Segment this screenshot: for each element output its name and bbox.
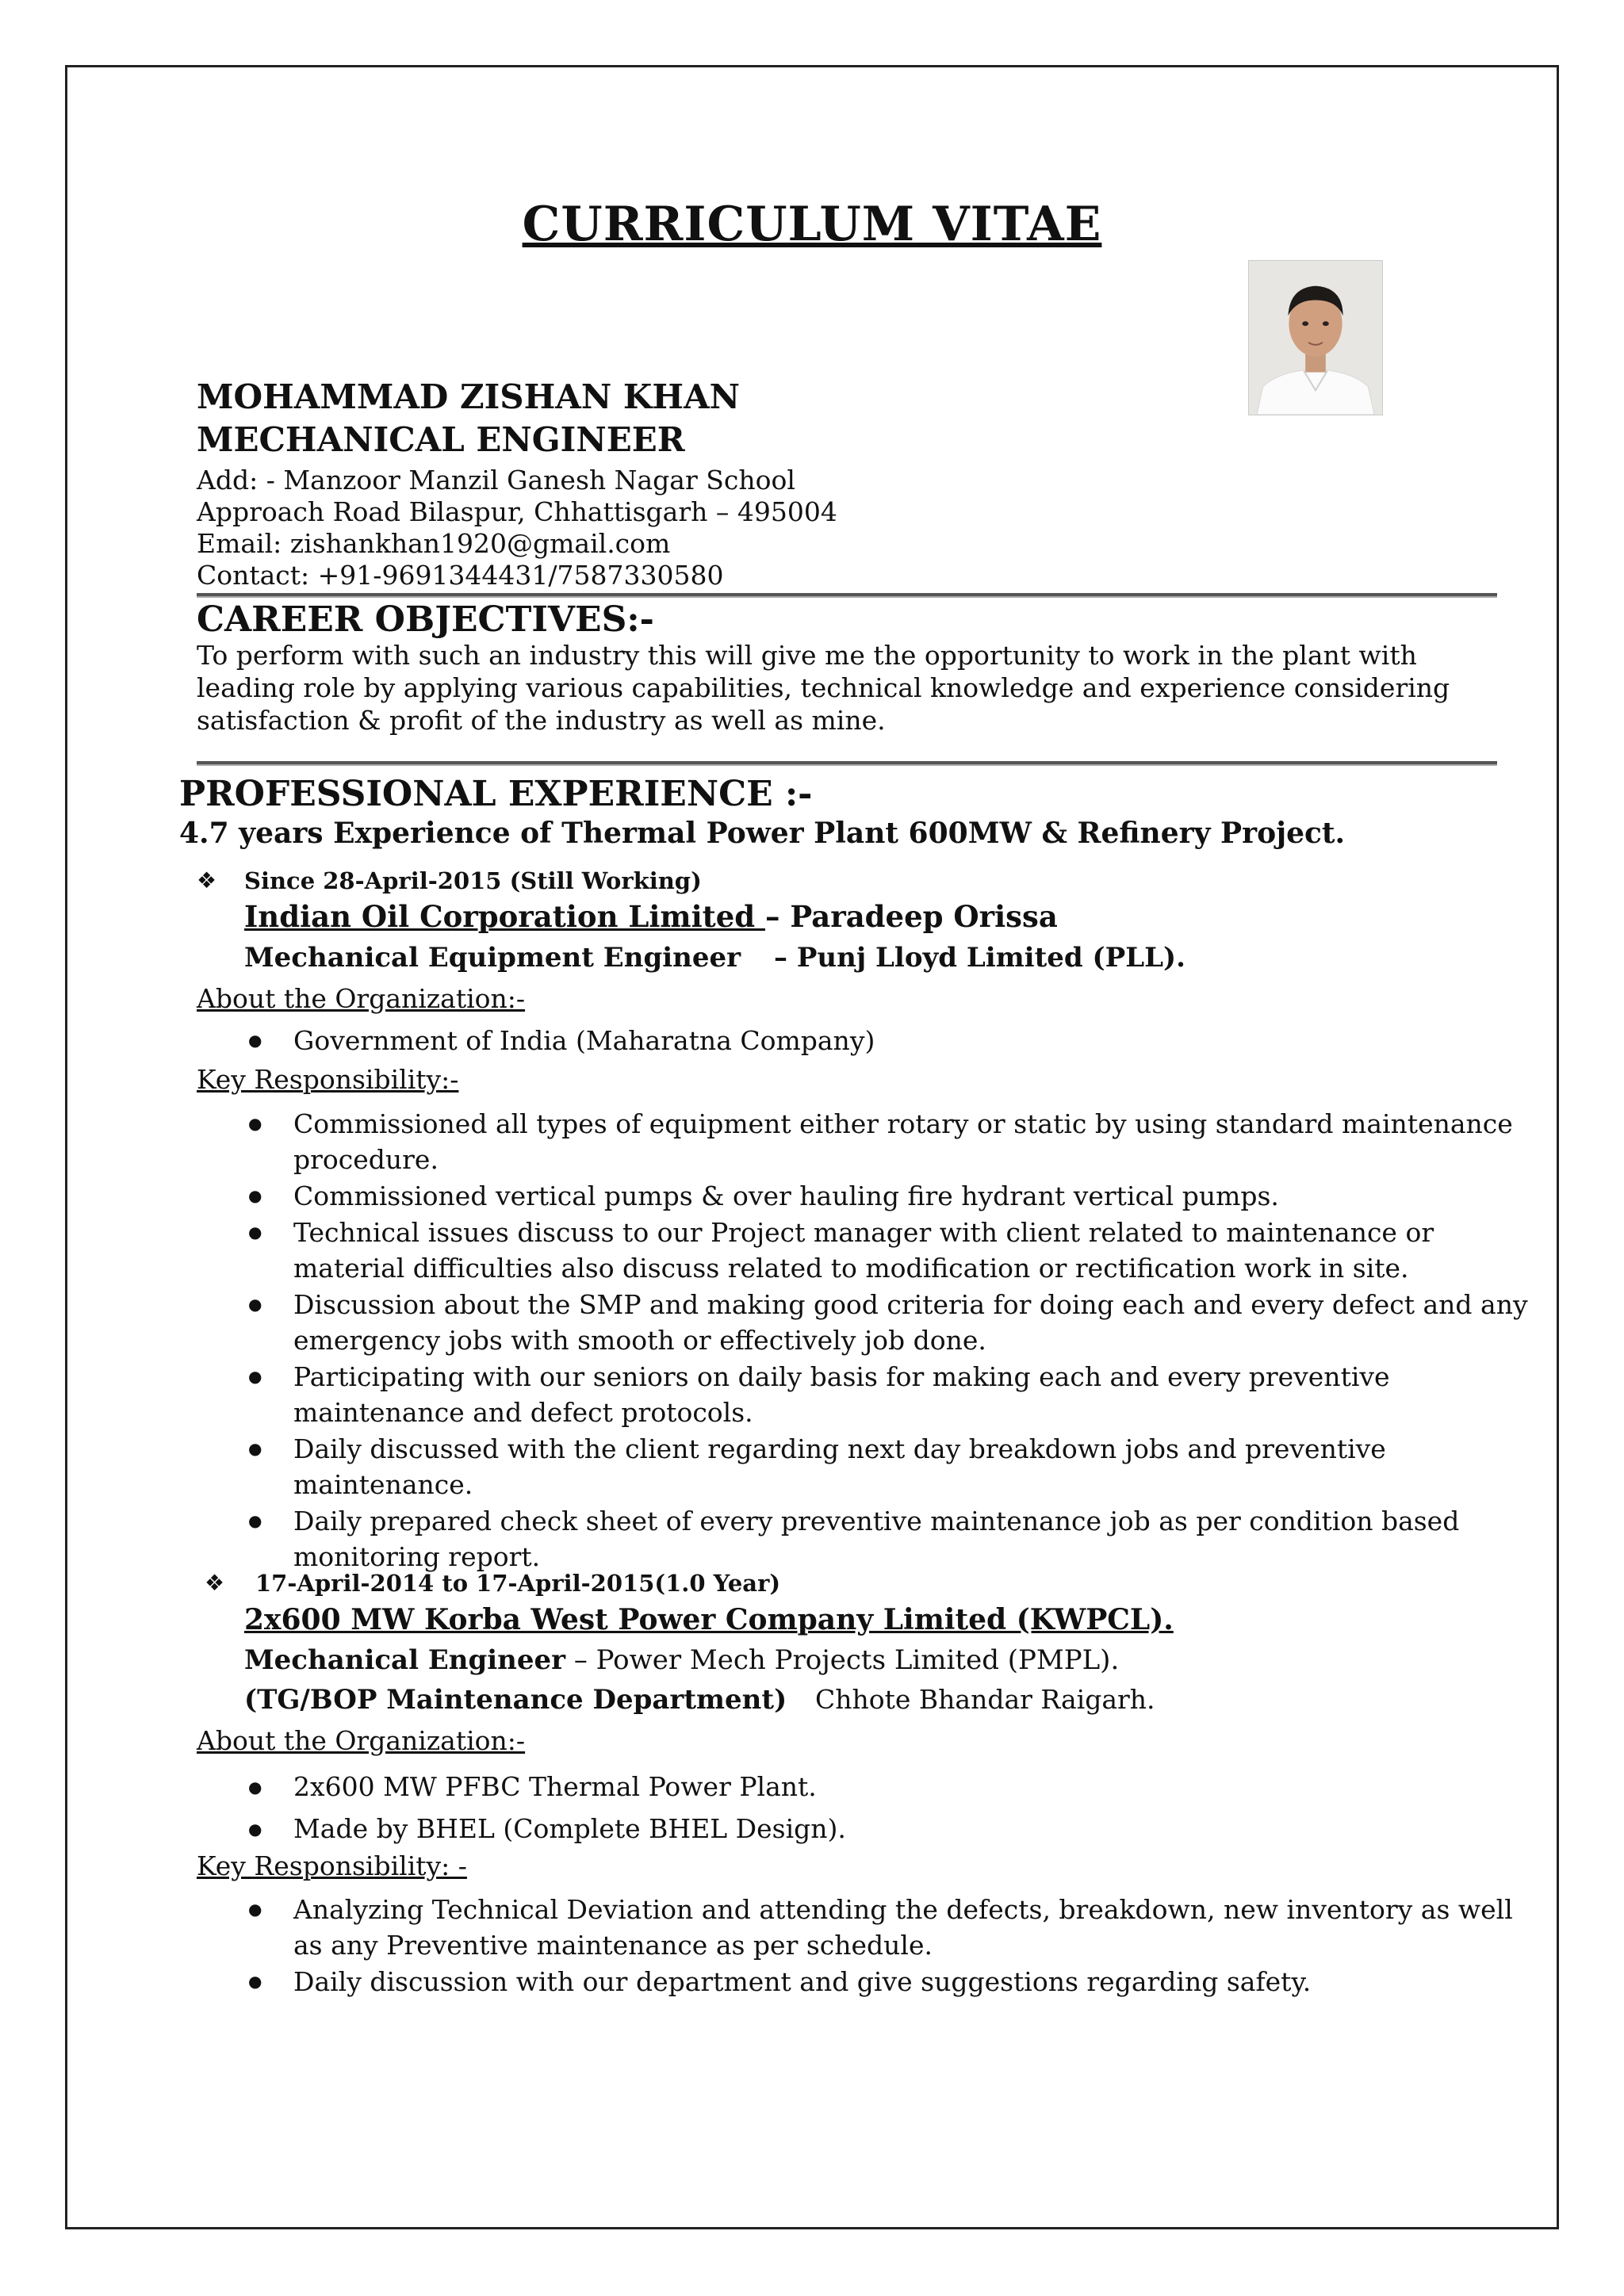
job-2-about-label: About the Organization:- xyxy=(197,1725,526,1756)
list-item: ● Technical issues discuss to our Project manager with client related to maintenance or material difficulties also discuss related to modification or rectification work in site. xyxy=(242,1215,1542,1286)
document-title: CURRICULUM VITAE xyxy=(522,197,1102,252)
career-line: leading role by applying various capabilities, technical knowledge and experience considering xyxy=(197,672,1450,703)
list-item: ● Government of India (Maharatna Company) xyxy=(242,1023,1542,1058)
job-1-employer: – Punj Lloyd Limited (PLL). xyxy=(774,942,1185,974)
job-1-role xyxy=(244,942,1185,974)
job-2-role-title: Mechanical Engineer xyxy=(244,1644,566,1676)
career-objectives-heading: CAREER OBJECTIVES:- xyxy=(197,599,654,640)
career-line: To perform with such an industry this will give me the opportunity to work in the plant with xyxy=(197,640,1417,671)
job-2-about-list xyxy=(242,1766,1542,1850)
job-1-company xyxy=(244,899,1058,934)
job-2-company: 2x600 MW Korba West Power Company Limited (KWPCL). xyxy=(244,1603,1174,1636)
career-objectives-text xyxy=(197,639,1513,737)
list-item: ● Discussion about the SMP and making good criteria for doing each and every defect and any emergency jobs with smooth or effectively job done. xyxy=(242,1287,1542,1358)
list-item: ● Commissioned vertical pumps & over hauling fire hydrant vertical pumps. xyxy=(242,1178,1542,1214)
job-2-resp-list xyxy=(242,1892,1542,2000)
candidate-role: MECHANICAL ENGINEER xyxy=(197,420,685,459)
contact-number: Contact: +91-9691344431/7587330580 xyxy=(197,560,724,591)
job-1-resp-list xyxy=(242,1106,1542,1575)
job-1-company-location: – Paradeep Orissa xyxy=(765,899,1058,934)
profile-photo xyxy=(1248,260,1383,415)
diamond-bullet-icon: ❖ xyxy=(197,867,217,894)
list-item: ● Made by BHEL (Complete BHEL Design). xyxy=(242,1808,1542,1850)
candidate-name: MOHAMMAD ZISHAN KHAN xyxy=(197,377,741,416)
address-line-1: Add: - Manzoor Manzil Ganesh Nagar School xyxy=(197,465,795,496)
job-1-role-title: Mechanical Equipment Engineer xyxy=(244,942,741,974)
job-2-period: 17-April-2014 to 17-April-2015(1.0 Year) xyxy=(255,1570,781,1597)
job-1-company-name: Indian Oil Corporation Limited xyxy=(244,899,766,934)
job-1-about-label: About the Organization:- xyxy=(197,983,526,1014)
experience-heading: PROFESSIONAL EXPERIENCE :- xyxy=(179,774,813,814)
job-2-location: Chhote Bhandar Raigarh. xyxy=(815,1684,1155,1715)
address-line-2: Approach Road Bilaspur, Chhattisgarh – 495004 xyxy=(197,496,837,527)
experience-summary: 4.7 years Experience of Thermal Power Plant 600MW & Refinery Project. xyxy=(179,817,1346,850)
job-1-period: Since 28-April-2015 (Still Working) xyxy=(244,867,702,894)
job-2-role xyxy=(244,1644,1119,1676)
divider xyxy=(197,593,1497,596)
list-item: ● Daily discussed with the client regarding next day breakdown jobs and preventive maintenance. xyxy=(242,1431,1542,1502)
job-1-resp-label: Key Responsibility:- xyxy=(197,1064,459,1095)
list-item: ● Commissioned all types of equipment either rotary or static by using standard maintenance procedure. xyxy=(242,1106,1542,1177)
job-1-about-list xyxy=(242,1023,1542,1059)
list-item: ● Participating with our seniors on daily basis for making each and every preventive maintenance and defect protocols. xyxy=(242,1359,1542,1430)
divider xyxy=(197,761,1497,764)
list-item: ● Daily discussion with our department and give suggestions regarding safety. xyxy=(242,1964,1542,1999)
list-item: ● Daily prepared check sheet of every preventive maintenance job as per condition based monitoring report. xyxy=(242,1503,1542,1575)
list-item: ● Analyzing Technical Deviation and attending the defects, breakdown, new inventory as well as any Preventive maintenance as per schedule. xyxy=(242,1892,1542,1963)
job-2-employer: – Power Mech Projects Limited (PMPL). xyxy=(573,1644,1120,1676)
job-2-resp-label: Key Responsibility: - xyxy=(197,1850,467,1881)
list-item: ● 2x600 MW PFBC Thermal Power Plant. xyxy=(242,1766,1542,1808)
email: Email: zishankhan1920@gmail.com xyxy=(197,528,671,559)
diamond-bullet-icon: ❖ xyxy=(205,1570,225,1596)
job-2-department: (TG/BOP Maintenance Department) xyxy=(244,1684,787,1716)
career-line: satisfaction & profit of the industry as well as mine. xyxy=(197,705,886,736)
